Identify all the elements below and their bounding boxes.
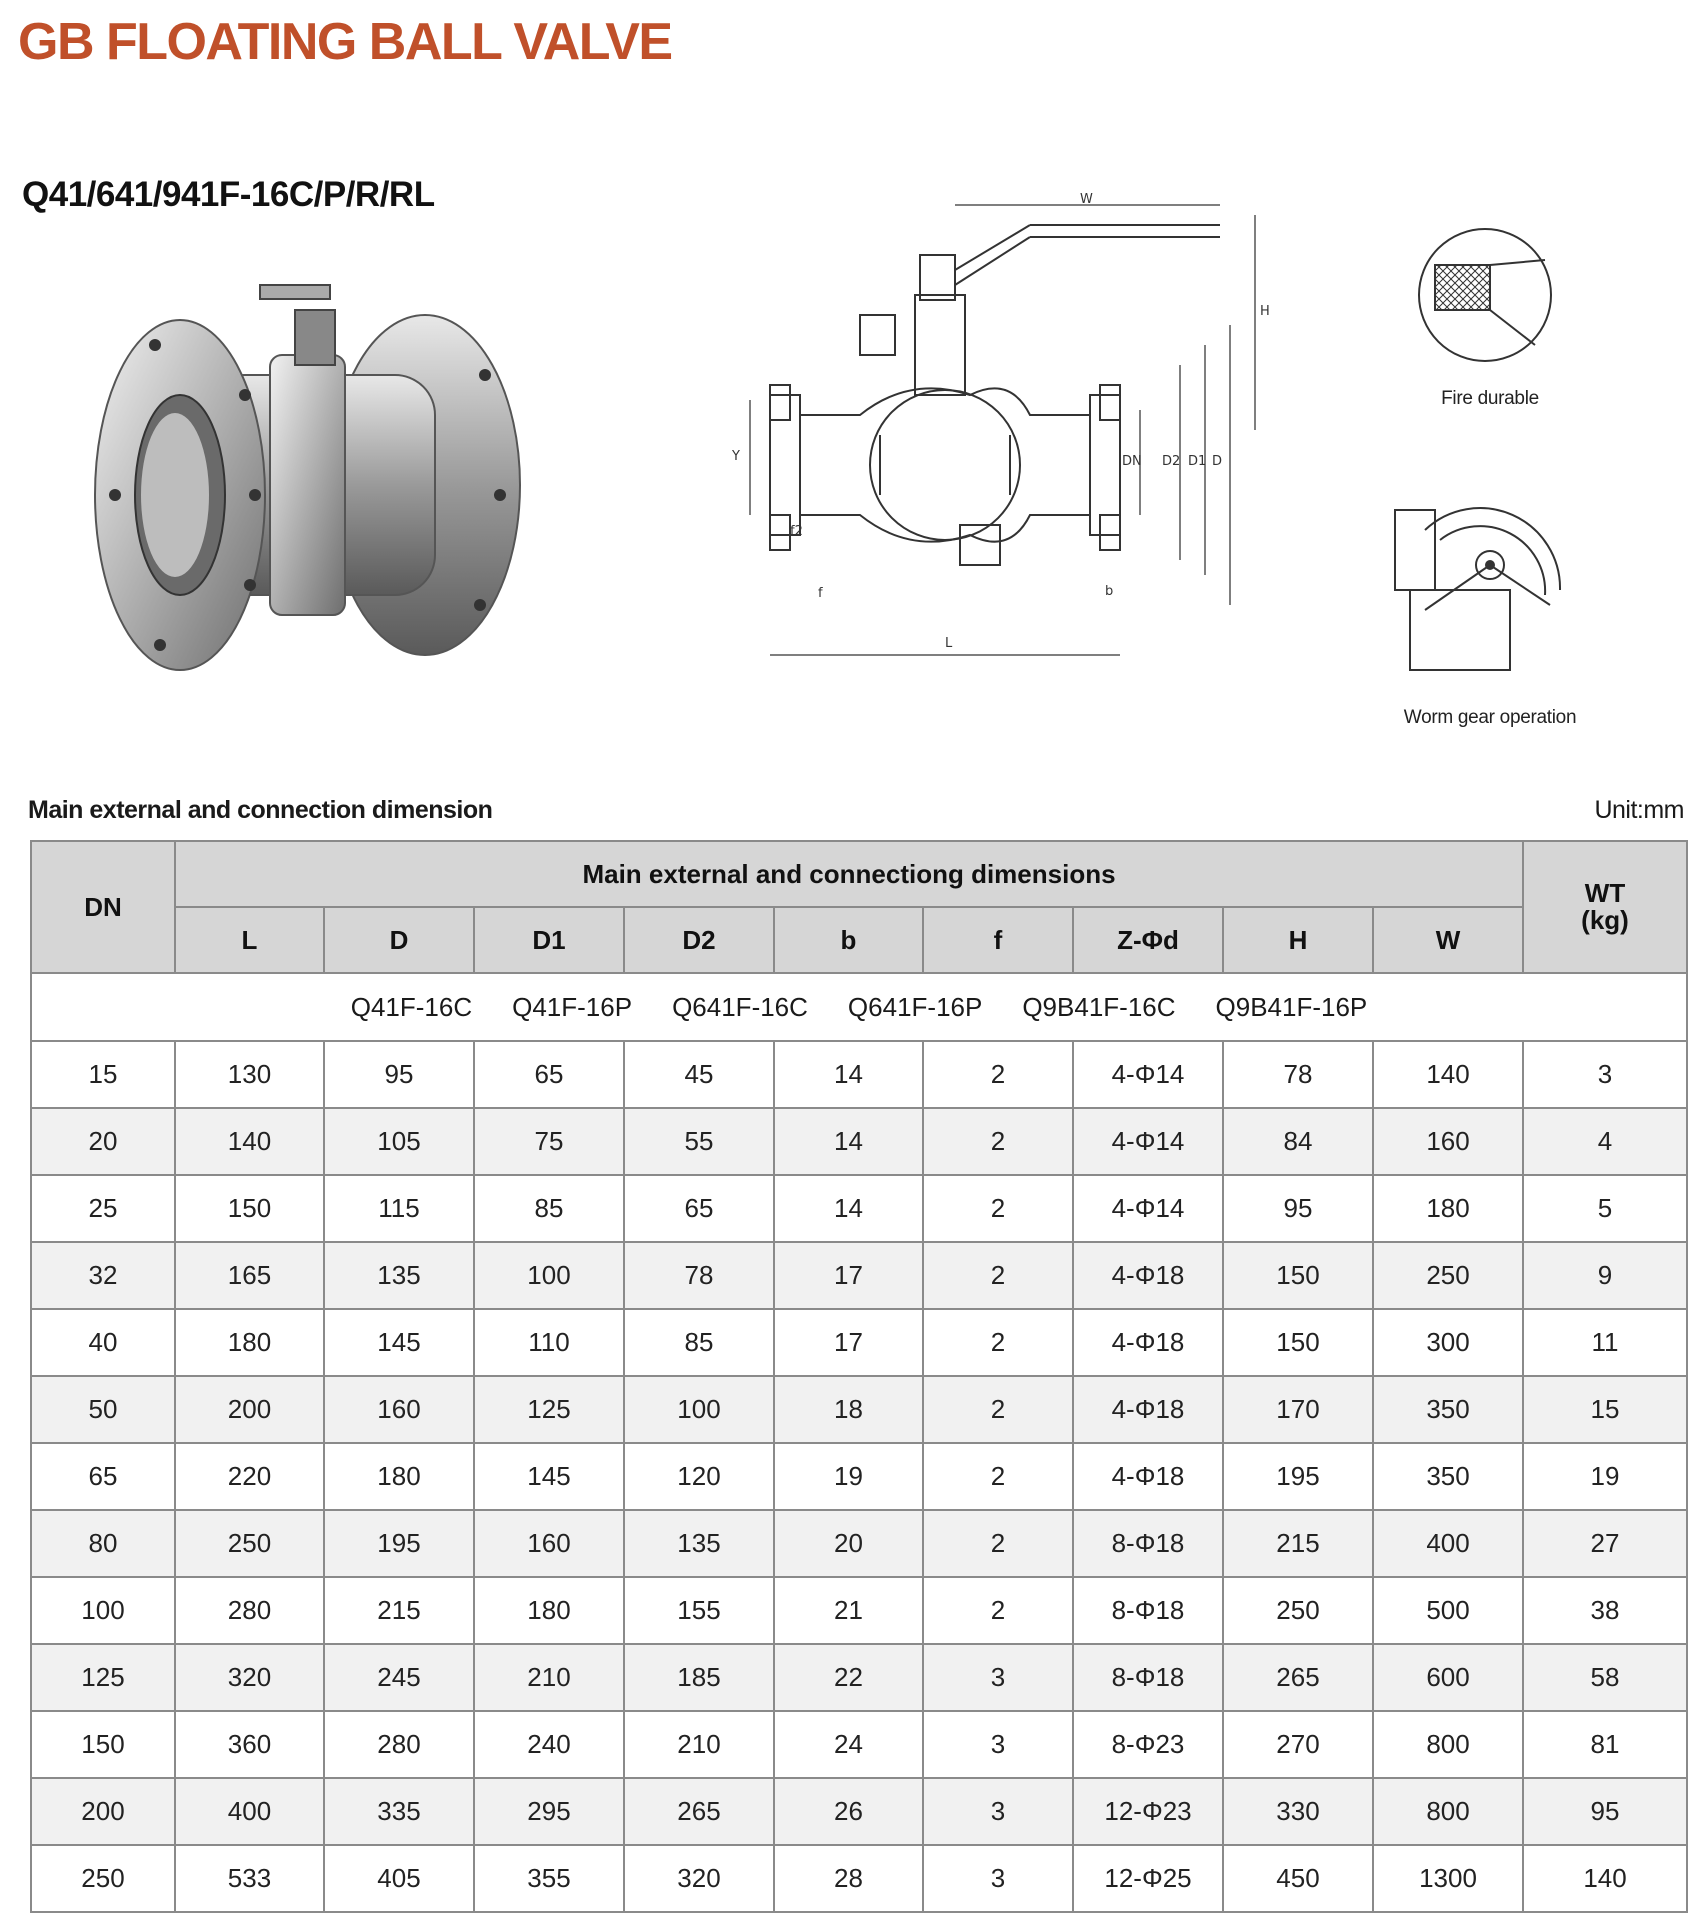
table-cell: 140 bbox=[1523, 1845, 1687, 1912]
table-cell: 215 bbox=[324, 1577, 474, 1644]
table-cell: 14 bbox=[774, 1041, 923, 1108]
table-cell: 3 bbox=[923, 1778, 1073, 1845]
header-group: Main external and connectiong dimensions bbox=[175, 841, 1523, 907]
table-cell: 130 bbox=[175, 1041, 324, 1108]
table-cell: 50 bbox=[31, 1376, 175, 1443]
column-header: L bbox=[175, 907, 324, 973]
table-row bbox=[31, 1778, 1687, 1845]
table-cell: 120 bbox=[624, 1443, 774, 1510]
model-label: Q9B41F-16C bbox=[1022, 991, 1176, 1022]
table-cell: 2 bbox=[923, 1577, 1073, 1644]
table-cell: 150 bbox=[1223, 1242, 1373, 1309]
table-cell: 280 bbox=[324, 1711, 474, 1778]
table-cell: 220 bbox=[175, 1443, 324, 1510]
table-row bbox=[31, 1041, 1687, 1108]
table-cell: 11 bbox=[1523, 1309, 1687, 1376]
table-cell: 17 bbox=[774, 1242, 923, 1309]
table-cell: 4-Φ18 bbox=[1073, 1242, 1223, 1309]
table-cell: 4 bbox=[1523, 1108, 1687, 1175]
table-row bbox=[31, 1510, 1687, 1577]
table-cell: 105 bbox=[324, 1108, 474, 1175]
column-header: D2 bbox=[624, 907, 774, 973]
table-cell: 78 bbox=[624, 1242, 774, 1309]
table-cell: 14 bbox=[774, 1175, 923, 1242]
table-cell: 250 bbox=[175, 1510, 324, 1577]
label-d: D bbox=[1212, 454, 1223, 469]
table-cell: 115 bbox=[324, 1175, 474, 1242]
column-header: W bbox=[1373, 907, 1523, 973]
model-number: Q41/641/941F-16C/P/R/RL bbox=[22, 175, 435, 214]
label-w: W bbox=[1080, 192, 1093, 207]
table-cell: 533 bbox=[175, 1845, 324, 1912]
table-cell: 140 bbox=[1373, 1041, 1523, 1108]
table-cell: 2 bbox=[923, 1309, 1073, 1376]
model-label: Q41F-16P bbox=[512, 991, 633, 1022]
table-cell: 2 bbox=[923, 1242, 1073, 1309]
table-cell: 195 bbox=[1223, 1443, 1373, 1510]
table-row bbox=[31, 1845, 1687, 1912]
table-cell: 150 bbox=[175, 1175, 324, 1242]
table-cell: 100 bbox=[31, 1577, 175, 1644]
table-cell: 20 bbox=[774, 1510, 923, 1577]
table-cell: 15 bbox=[31, 1041, 175, 1108]
table-cell: 210 bbox=[474, 1644, 624, 1711]
label-d1: D1 bbox=[1188, 454, 1207, 469]
table-cell: 4-Φ18 bbox=[1073, 1443, 1223, 1510]
table-cell: 12-Φ23 bbox=[1073, 1778, 1223, 1845]
table-cell: 335 bbox=[324, 1778, 474, 1845]
table-cell: 85 bbox=[474, 1175, 624, 1242]
table-cell: 27 bbox=[1523, 1510, 1687, 1577]
table-cell: 2 bbox=[923, 1510, 1073, 1577]
table-cell: 155 bbox=[624, 1577, 774, 1644]
table-cell: 65 bbox=[624, 1175, 774, 1242]
table-cell: 145 bbox=[324, 1309, 474, 1376]
table-row bbox=[31, 1242, 1687, 1309]
unit-label: Unit:mm bbox=[1594, 796, 1684, 824]
table-cell: 400 bbox=[175, 1778, 324, 1845]
table-cell: 110 bbox=[474, 1309, 624, 1376]
table-cell: 4-Φ18 bbox=[1073, 1376, 1223, 1443]
table-cell: 80 bbox=[31, 1510, 175, 1577]
model-label: Q641F-16P bbox=[847, 991, 983, 1022]
table-cell: 4-Φ14 bbox=[1073, 1041, 1223, 1108]
column-header: D1 bbox=[474, 907, 624, 973]
table-cell: 180 bbox=[324, 1443, 474, 1510]
section-title: Main external and connection dimension bbox=[28, 796, 493, 824]
table-cell: 4-Φ14 bbox=[1073, 1108, 1223, 1175]
table-cell: 3 bbox=[1523, 1041, 1687, 1108]
model-label: Q41F-16C bbox=[350, 991, 473, 1022]
table-cell: 95 bbox=[1523, 1778, 1687, 1845]
table-cell: 81 bbox=[1523, 1711, 1687, 1778]
table-cell: 14 bbox=[774, 1108, 923, 1175]
table-cell: 38 bbox=[1523, 1577, 1687, 1644]
table-cell: 250 bbox=[1223, 1577, 1373, 1644]
table-cell: 100 bbox=[474, 1242, 624, 1309]
table-cell: 17 bbox=[774, 1309, 923, 1376]
header-dn: DN bbox=[31, 841, 175, 973]
label-f: f bbox=[818, 586, 823, 601]
table-cell: 240 bbox=[474, 1711, 624, 1778]
table-row bbox=[31, 1376, 1687, 1443]
table-cell: 2 bbox=[923, 1443, 1073, 1510]
table-cell: 3 bbox=[923, 1845, 1073, 1912]
table-cell: 320 bbox=[624, 1845, 774, 1912]
table-cell: 58 bbox=[1523, 1644, 1687, 1711]
label-h: H bbox=[1260, 304, 1270, 319]
table-cell: 1300 bbox=[1373, 1845, 1523, 1912]
table-cell: 24 bbox=[774, 1711, 923, 1778]
table-cell: 8-Φ18 bbox=[1073, 1577, 1223, 1644]
table-cell: 20 bbox=[31, 1108, 175, 1175]
table-cell: 350 bbox=[1373, 1443, 1523, 1510]
table-cell: 270 bbox=[1223, 1711, 1373, 1778]
table-cell: 125 bbox=[31, 1644, 175, 1711]
table-cell: 2 bbox=[923, 1108, 1073, 1175]
table-cell: 32 bbox=[31, 1242, 175, 1309]
table-cell: 78 bbox=[1223, 1041, 1373, 1108]
table-row bbox=[31, 1711, 1687, 1778]
table-cell: 75 bbox=[474, 1108, 624, 1175]
ball-valve-photo bbox=[95, 285, 550, 685]
table-cell: 450 bbox=[1223, 1845, 1373, 1912]
table-cell: 85 bbox=[624, 1309, 774, 1376]
table-cell: 19 bbox=[774, 1443, 923, 1510]
table-cell: 26 bbox=[774, 1778, 923, 1845]
table-cell: 600 bbox=[1373, 1644, 1523, 1711]
column-header: f bbox=[923, 907, 1073, 973]
label-d2: D2 bbox=[1162, 454, 1181, 469]
table-cell: 165 bbox=[175, 1242, 324, 1309]
table-cell: 265 bbox=[624, 1778, 774, 1845]
table-cell: 40 bbox=[31, 1309, 175, 1376]
table-cell: 800 bbox=[1373, 1711, 1523, 1778]
table-cell: 150 bbox=[1223, 1309, 1373, 1376]
table-cell: 19 bbox=[1523, 1443, 1687, 1510]
table-cell: 160 bbox=[1373, 1108, 1523, 1175]
table-cell: 2 bbox=[923, 1376, 1073, 1443]
table-cell: 95 bbox=[324, 1041, 474, 1108]
column-header: D bbox=[324, 907, 474, 973]
table-cell: 160 bbox=[474, 1510, 624, 1577]
label-y: Y bbox=[732, 449, 740, 464]
table-row bbox=[31, 1309, 1687, 1376]
table-cell: 95 bbox=[1223, 1175, 1373, 1242]
table-cell: 180 bbox=[1373, 1175, 1523, 1242]
table-cell: 135 bbox=[624, 1510, 774, 1577]
header-wt-line1: WT bbox=[1584, 877, 1626, 908]
header-wt-line2: (kg) bbox=[1581, 905, 1629, 935]
table-cell: 210 bbox=[624, 1711, 774, 1778]
table-cell: 140 bbox=[175, 1108, 324, 1175]
model-list-row bbox=[31, 973, 1687, 1041]
header-wt bbox=[1523, 841, 1687, 973]
table-cell: 295 bbox=[474, 1778, 624, 1845]
table-cell: 195 bbox=[324, 1510, 474, 1577]
table-cell: 22 bbox=[774, 1644, 923, 1711]
table-cell: 135 bbox=[324, 1242, 474, 1309]
table-cell: 21 bbox=[774, 1577, 923, 1644]
table-cell: 45 bbox=[624, 1041, 774, 1108]
page-title: GB FLOATING BALL VALVE bbox=[18, 13, 672, 71]
fire-durable-caption: Fire durable bbox=[1441, 388, 1539, 409]
table-cell: 3 bbox=[923, 1711, 1073, 1778]
column-header: H bbox=[1223, 907, 1373, 973]
table-row bbox=[31, 1644, 1687, 1711]
fire-durable-seal-detail bbox=[1395, 215, 1575, 375]
label-f2: f2 bbox=[790, 524, 803, 539]
label-b: b bbox=[1105, 584, 1114, 599]
table-cell: 250 bbox=[31, 1845, 175, 1912]
label-dn: DN bbox=[1122, 454, 1142, 469]
table-cell: 9 bbox=[1523, 1242, 1687, 1309]
table-cell: 265 bbox=[1223, 1644, 1373, 1711]
label-l: L bbox=[945, 636, 953, 651]
table-cell: 12-Φ25 bbox=[1073, 1845, 1223, 1912]
model-label: Q641F-16C bbox=[672, 991, 808, 1022]
table-row bbox=[31, 1577, 1687, 1644]
table-cell: 2 bbox=[923, 1041, 1073, 1108]
table-cell: 125 bbox=[474, 1376, 624, 1443]
table-cell: 320 bbox=[175, 1644, 324, 1711]
table-cell: 84 bbox=[1223, 1108, 1373, 1175]
table-cell: 355 bbox=[474, 1845, 624, 1912]
model-label: Q9B41F-16P bbox=[1215, 991, 1368, 1022]
table-cell: 8-Φ23 bbox=[1073, 1711, 1223, 1778]
table-cell: 400 bbox=[1373, 1510, 1523, 1577]
table-cell: 350 bbox=[1373, 1376, 1523, 1443]
table-cell: 8-Φ18 bbox=[1073, 1510, 1223, 1577]
table-cell: 245 bbox=[324, 1644, 474, 1711]
table-cell: 65 bbox=[31, 1443, 175, 1510]
table-cell: 330 bbox=[1223, 1778, 1373, 1845]
table-cell: 18 bbox=[774, 1376, 923, 1443]
table-cell: 185 bbox=[624, 1644, 774, 1711]
table-cell: 180 bbox=[474, 1577, 624, 1644]
table-cell: 250 bbox=[1373, 1242, 1523, 1309]
table-cell: 25 bbox=[31, 1175, 175, 1242]
table-row bbox=[31, 1175, 1687, 1242]
table-cell: 170 bbox=[1223, 1376, 1373, 1443]
table-cell: 55 bbox=[624, 1108, 774, 1175]
table-cell: 405 bbox=[324, 1845, 474, 1912]
table-cell: 28 bbox=[774, 1845, 923, 1912]
table-cell: 300 bbox=[1373, 1309, 1523, 1376]
table-cell: 4-Φ18 bbox=[1073, 1309, 1223, 1376]
table-cell: 360 bbox=[175, 1711, 324, 1778]
table-cell: 65 bbox=[474, 1041, 624, 1108]
table-cell: 150 bbox=[31, 1711, 175, 1778]
worm-gear-caption: Worm gear operation bbox=[1403, 707, 1577, 728]
table-cell: 215 bbox=[1223, 1510, 1373, 1577]
table-cell: 800 bbox=[1373, 1778, 1523, 1845]
column-header: b bbox=[774, 907, 923, 973]
table-cell: 160 bbox=[324, 1376, 474, 1443]
table-cell: 200 bbox=[175, 1376, 324, 1443]
table-cell: 500 bbox=[1373, 1577, 1523, 1644]
worm-gear-detail bbox=[1385, 470, 1585, 690]
table-cell: 3 bbox=[923, 1644, 1073, 1711]
table-cell: 15 bbox=[1523, 1376, 1687, 1443]
valve-cross-section-drawing bbox=[710, 192, 1310, 735]
dimension-table bbox=[30, 840, 1688, 1913]
table-cell: 100 bbox=[624, 1376, 774, 1443]
table-cell: 8-Φ18 bbox=[1073, 1644, 1223, 1711]
table-cell: 180 bbox=[175, 1309, 324, 1376]
table-row bbox=[31, 1443, 1687, 1510]
table-cell: 145 bbox=[474, 1443, 624, 1510]
table-cell: 2 bbox=[923, 1175, 1073, 1242]
table-cell: 5 bbox=[1523, 1175, 1687, 1242]
table-cell: 200 bbox=[31, 1778, 175, 1845]
table-row bbox=[31, 1108, 1687, 1175]
table-cell: 4-Φ14 bbox=[1073, 1175, 1223, 1242]
table-cell: 280 bbox=[175, 1577, 324, 1644]
column-header: Z-Φd bbox=[1073, 907, 1223, 973]
